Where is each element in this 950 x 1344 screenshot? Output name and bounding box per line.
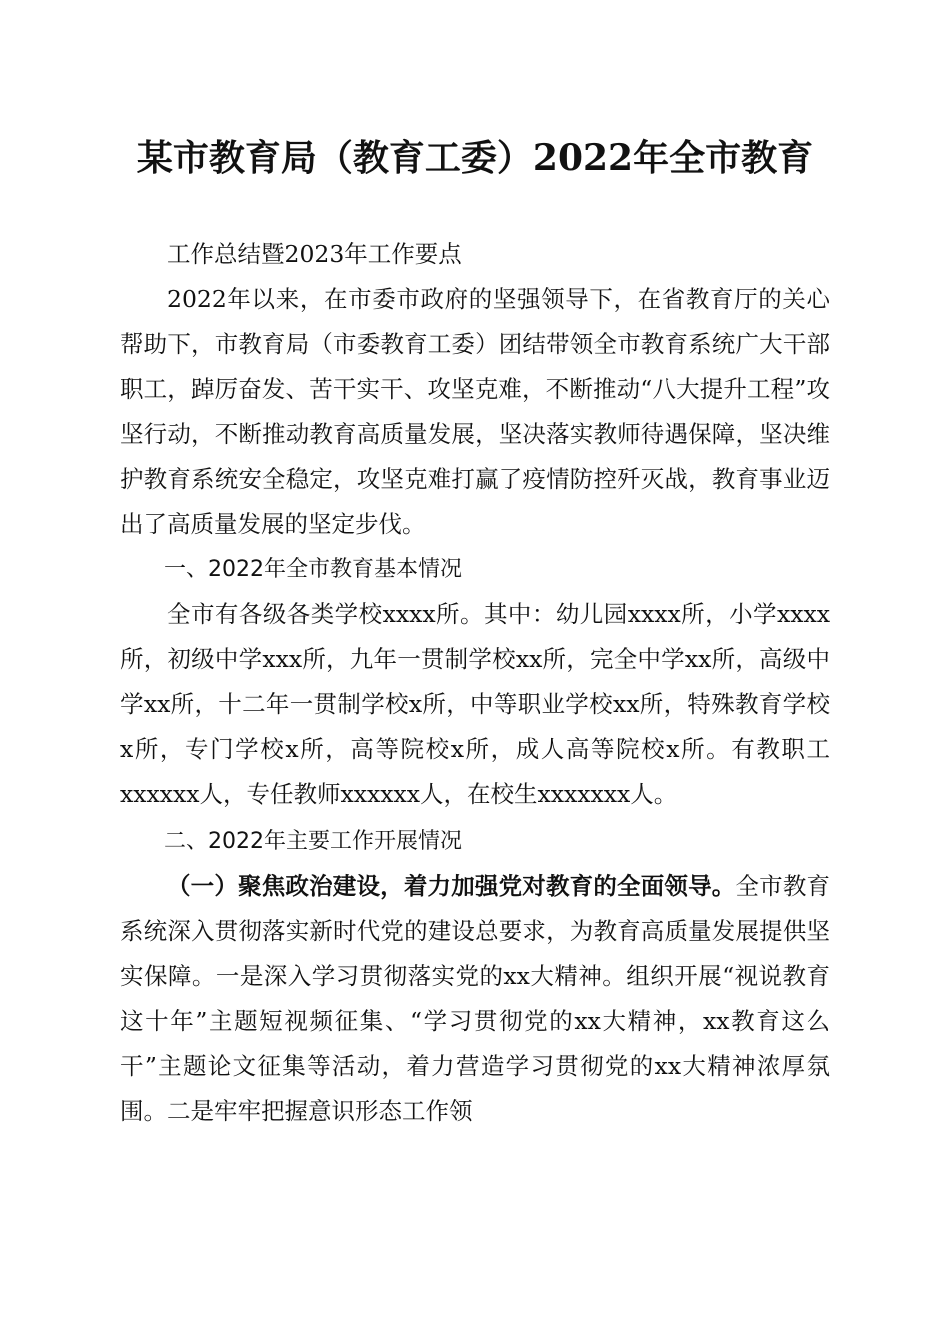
intro-paragraph: 2022年以来，在市委市政府的坚强领导下，在省教育厅的关心帮助下，市教育局（市委教育工委）团结带领全市教育系统广大干部职工，踔厉奋发、苦干实干、攻坚克难，不断推动“八大提升工程”攻坚行动，不断推动教育高质量发展，坚决落实教师待遇保障，坚决维护教育系统安全稳定，攻坚克难打赢了疫情防控歼灭战，教育事业迈出了高质量发展的坚定步伐。 xyxy=(120,285,830,538)
document-title: 某市教育局（教育工委）2022年全市教育 xyxy=(136,137,814,179)
section-1-heading: 一、2022年全市教育基本情况 xyxy=(164,557,462,582)
document-subtitle: 工作总结暨2023年工作要点 xyxy=(167,240,462,268)
section-2-sub-1-lead: （一）聚焦政治建设，着力加强党对教育的全面领导。 xyxy=(167,872,736,900)
section-2-heading: 二、2022年主要工作开展情况 xyxy=(164,829,462,854)
document-body xyxy=(120,232,830,1134)
section-1-paragraph: 全市有各级各类学校xxxx所。其中：幼儿园xxxx所，小学xxxx所，初级中学xxx所，九年一贯制学校xx所，完全中学xx所，高级中学xx所，十二年一贯制学校x所，中等职业学校xx所，特殊教育学校x所，专门学校x所，高等院校x所，成人高等院校x所。有教职工xxxxxx人，专任教师xxxxxx人，在校生xxxxxxx人。 xyxy=(120,600,830,808)
section-2-sub-1-paragraph xyxy=(120,864,830,1134)
section-2-sub-1-body: 全市教育系统深入贯彻落实新时代党的建设总要求，为教育高质量发展提供坚实保障。一是深入学习贯彻落实党的xx大精神。组织开展“视说教育这十年”主题短视频征集、“学习贯彻党的xx大精神，xx教育这么干”主题论文征集等活动，着力营造学习贯彻党的xx大精神浓厚氛围。二是牢牢把握意识形态工作领 xyxy=(120,872,831,1125)
